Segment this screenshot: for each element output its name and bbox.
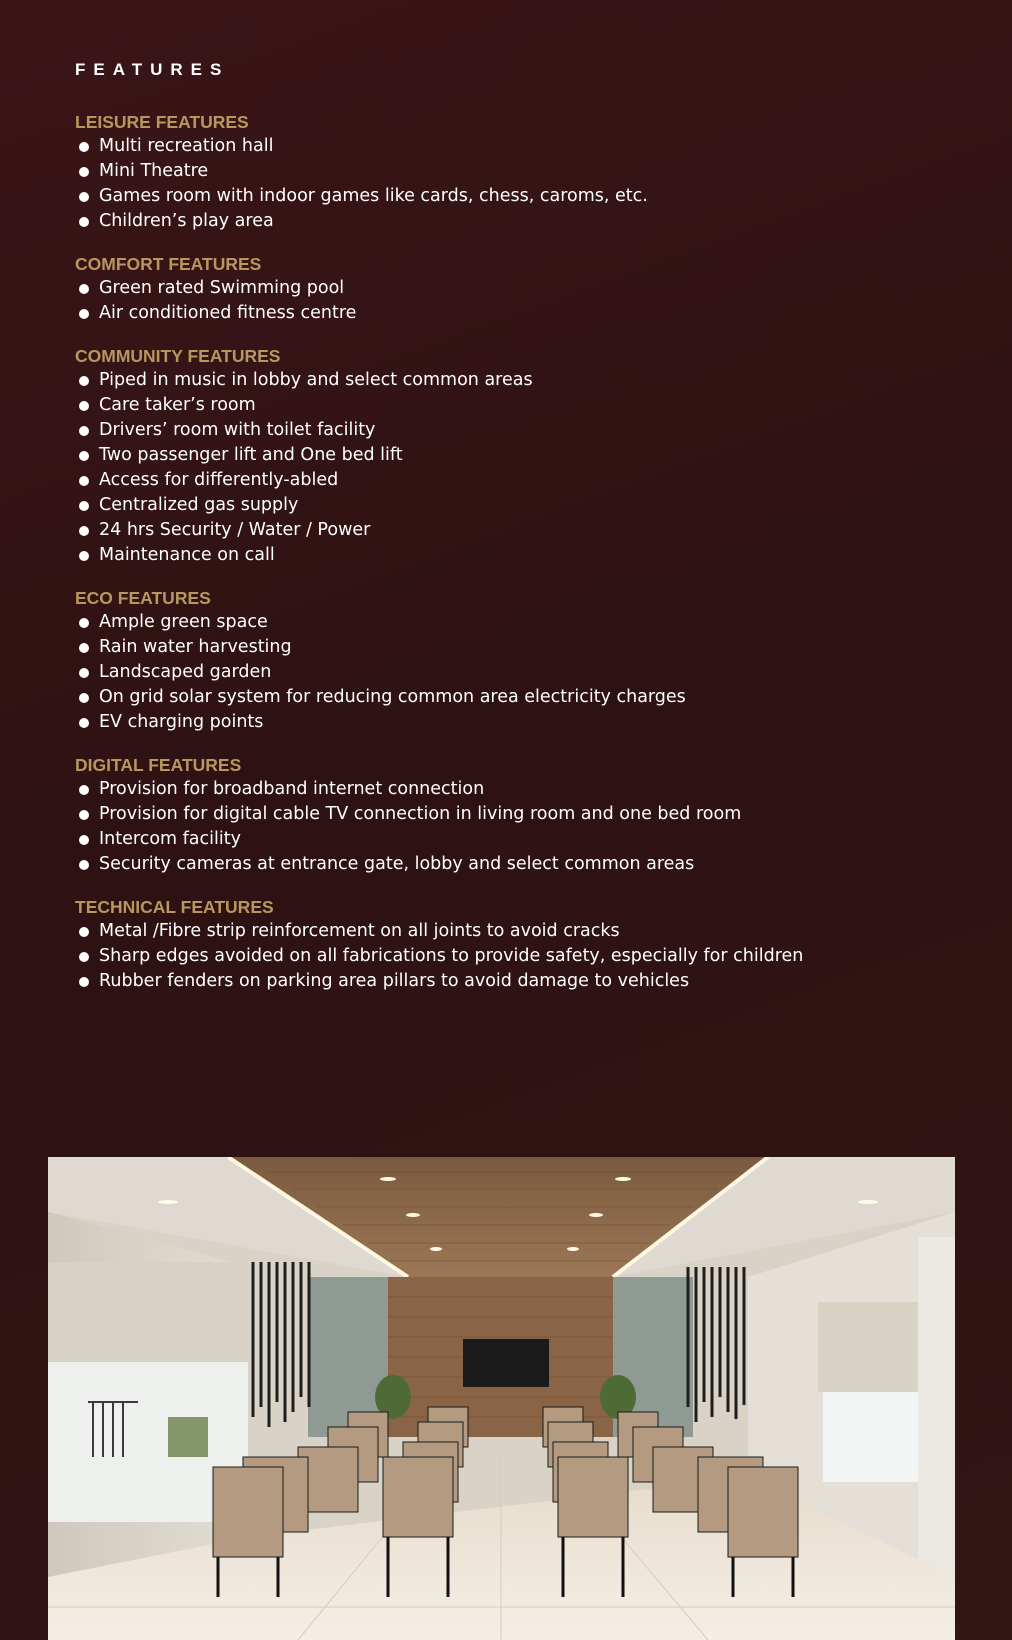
list-item: Metal /Fibre strip reinforcement on all joints to avoid cracks <box>75 919 975 944</box>
bullet-icon <box>79 835 89 845</box>
section-digital <box>75 753 975 877</box>
list-item: Care taker’s room <box>75 393 975 418</box>
features-list <box>75 110 975 1012</box>
bullet-icon <box>79 718 89 728</box>
page-title: FEATURES <box>75 60 230 79</box>
list-item: On grid solar system for reducing common area electricity charges <box>75 685 975 710</box>
list-item: Two passenger lift and One bed lift <box>75 443 975 468</box>
list-item: Air conditioned fitness centre <box>75 301 975 326</box>
list-item: Ample green space <box>75 610 975 635</box>
list-item: Centralized gas supply <box>75 493 975 518</box>
bullet-icon <box>79 501 89 511</box>
list-item: Children’s play area <box>75 209 975 234</box>
list-item: Drivers’ room with toilet facility <box>75 418 975 443</box>
bullet-icon <box>79 785 89 795</box>
list-item: Piped in music in lobby and select common areas <box>75 368 975 393</box>
list-item: Access for differently-abled <box>75 468 975 493</box>
section-heading: LEISURE FEATURES <box>75 112 249 132</box>
bullet-icon <box>79 551 89 561</box>
bullet-icon <box>79 927 89 937</box>
list-item: Provision for digital cable TV connection in living room and one bed room <box>75 802 975 827</box>
list-item: EV charging points <box>75 710 975 735</box>
list-item: Mini Theatre <box>75 159 975 184</box>
bullet-icon <box>79 693 89 703</box>
bullet-icon <box>79 167 89 177</box>
section-heading: COMFORT FEATURES <box>75 254 262 274</box>
bullet-icon <box>79 401 89 411</box>
section-leisure <box>75 110 975 234</box>
section-heading: TECHNICAL FEATURES <box>75 897 274 917</box>
bullet-icon <box>79 426 89 436</box>
list-item: Rubber fenders on parking area pillars to avoid damage to vehicles <box>75 969 975 994</box>
recreation-hall-photo <box>48 1157 955 1640</box>
section-heading: ECO FEATURES <box>75 588 211 608</box>
section-comfort <box>75 252 975 326</box>
bullet-icon <box>79 309 89 319</box>
list-item: Security cameras at entrance gate, lobby and select common areas <box>75 852 975 877</box>
section-community <box>75 344 975 568</box>
bullet-icon <box>79 142 89 152</box>
bullet-icon <box>79 668 89 678</box>
bullet-icon <box>79 476 89 486</box>
bullet-icon <box>79 618 89 628</box>
section-eco <box>75 586 975 735</box>
list-item: Provision for broadband internet connection <box>75 777 975 802</box>
list-item: Maintenance on call <box>75 543 975 568</box>
list-item: 24 hrs Security / Water / Power <box>75 518 975 543</box>
bullet-icon <box>79 284 89 294</box>
section-heading: COMMUNITY FEATURES <box>75 346 281 366</box>
list-item: Landscaped garden <box>75 660 975 685</box>
list-item: Sharp edges avoided on all fabrications to provide safety, especially for children <box>75 944 975 969</box>
bullet-icon <box>79 217 89 227</box>
list-item: Rain water harvesting <box>75 635 975 660</box>
bullet-icon <box>79 376 89 386</box>
bullet-icon <box>79 526 89 536</box>
bullet-icon <box>79 952 89 962</box>
bullet-icon <box>79 451 89 461</box>
bullet-icon <box>79 860 89 870</box>
bullet-icon <box>79 977 89 987</box>
bullet-icon <box>79 643 89 653</box>
section-heading: DIGITAL FEATURES <box>75 755 242 775</box>
section-technical <box>75 895 975 994</box>
list-item: Intercom facility <box>75 827 975 852</box>
bullet-icon <box>79 810 89 820</box>
list-item: Green rated Swimming pool <box>75 276 975 301</box>
list-item: Multi recreation hall <box>75 134 975 159</box>
list-item: Games room with indoor games like cards, chess, caroms, etc. <box>75 184 975 209</box>
bullet-icon <box>79 192 89 202</box>
